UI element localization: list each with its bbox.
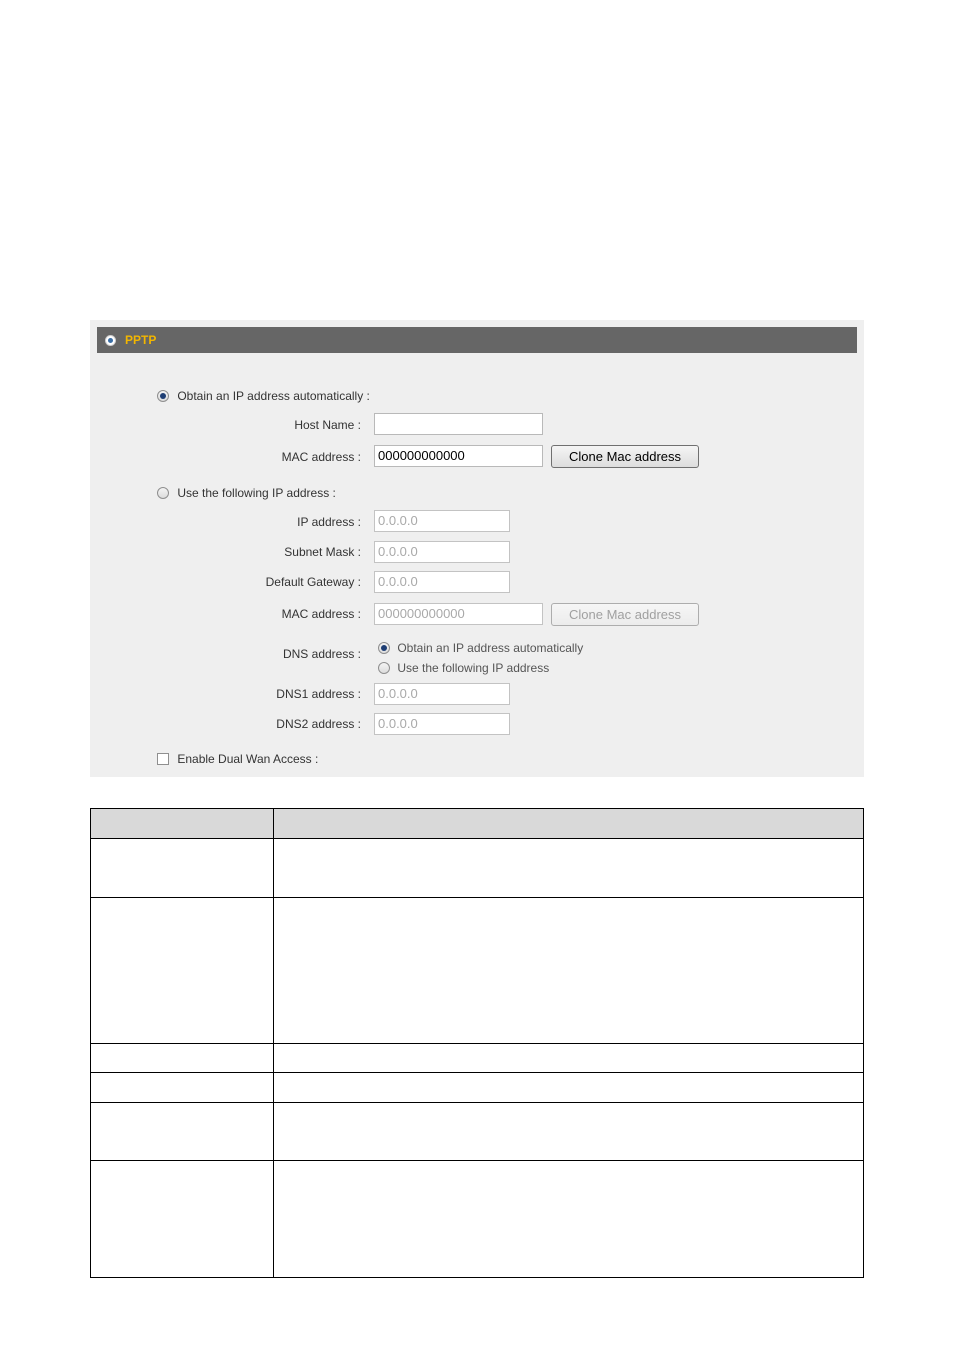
static-clone-mac-button[interactable]: Clone Mac address	[551, 603, 699, 626]
dual-wan-label: Enable Dual Wan Access :	[177, 751, 319, 766]
dns1-address-input[interactable]: 0.0.0.0	[374, 683, 510, 705]
obtain-auto-radio[interactable]	[157, 390, 169, 402]
table-header-cell	[274, 809, 864, 839]
default-gateway-input[interactable]: 0.0.0.0	[374, 571, 510, 593]
table-cell	[91, 839, 274, 898]
use-following-radio[interactable]	[157, 487, 169, 499]
table-cell	[274, 839, 864, 898]
pptp-radio-icon[interactable]	[105, 335, 116, 346]
subnet-mask-label: Subnet Mask :	[284, 545, 361, 559]
table-cell	[91, 1044, 274, 1073]
table-cell	[274, 1103, 864, 1161]
table-row	[91, 1073, 864, 1103]
obtain-auto-row	[157, 388, 370, 403]
dual-wan-checkbox[interactable]	[157, 753, 169, 765]
pptp-title: PPTP	[125, 333, 157, 347]
dns-auto-radio[interactable]	[378, 642, 390, 654]
mac-address-label: MAC address :	[281, 450, 361, 464]
table-row	[91, 898, 864, 1044]
ip-address-label: IP address :	[297, 515, 361, 529]
table-cell	[274, 898, 864, 1044]
host-name-label: Host Name :	[294, 418, 361, 432]
pptp-header[interactable]	[97, 327, 857, 353]
static-mac-input[interactable]: 000000000000	[374, 603, 543, 625]
description-table	[90, 808, 864, 1278]
table-cell	[91, 1161, 274, 1278]
pptp-panel	[90, 320, 864, 777]
ip-address-input[interactable]: 0.0.0.0	[374, 510, 510, 532]
dns1-address-label: DNS1 address :	[276, 687, 361, 701]
table-row	[91, 1103, 864, 1161]
table-cell	[274, 1044, 864, 1073]
subnet-mask-input[interactable]: 0.0.0.0	[374, 541, 510, 563]
dns-auto-label: Obtain an IP address automatically	[397, 640, 584, 655]
dns-manual-row	[378, 660, 549, 675]
use-following-row	[157, 485, 336, 500]
dns-manual-label: Use the following IP address	[397, 660, 550, 675]
dns-manual-radio[interactable]	[378, 662, 390, 674]
dns-address-label: DNS address :	[282, 647, 361, 661]
table-header-row	[91, 809, 864, 839]
table-cell	[91, 1073, 274, 1103]
mac-address-input[interactable]: 000000000000	[374, 445, 543, 467]
dns2-address-input[interactable]: 0.0.0.0	[374, 713, 510, 735]
dns-auto-row	[378, 640, 583, 655]
clone-mac-button[interactable]: Clone Mac address	[551, 445, 699, 468]
dual-wan-row	[157, 751, 318, 766]
table-cell	[91, 898, 274, 1044]
use-following-label: Use the following IP address :	[177, 485, 336, 500]
table-header-cell	[91, 809, 274, 839]
table-cell	[274, 1073, 864, 1103]
table-cell	[91, 1103, 274, 1161]
obtain-auto-label: Obtain an IP address automatically :	[177, 388, 370, 403]
default-gateway-label: Default Gateway :	[265, 575, 361, 589]
host-name-input[interactable]	[374, 413, 543, 435]
table-row	[91, 1044, 864, 1073]
static-mac-label: MAC address :	[281, 607, 361, 621]
table-cell	[274, 1161, 864, 1278]
table-row	[91, 839, 864, 898]
dns2-address-label: DNS2 address :	[276, 717, 361, 731]
table-row	[91, 1161, 864, 1278]
